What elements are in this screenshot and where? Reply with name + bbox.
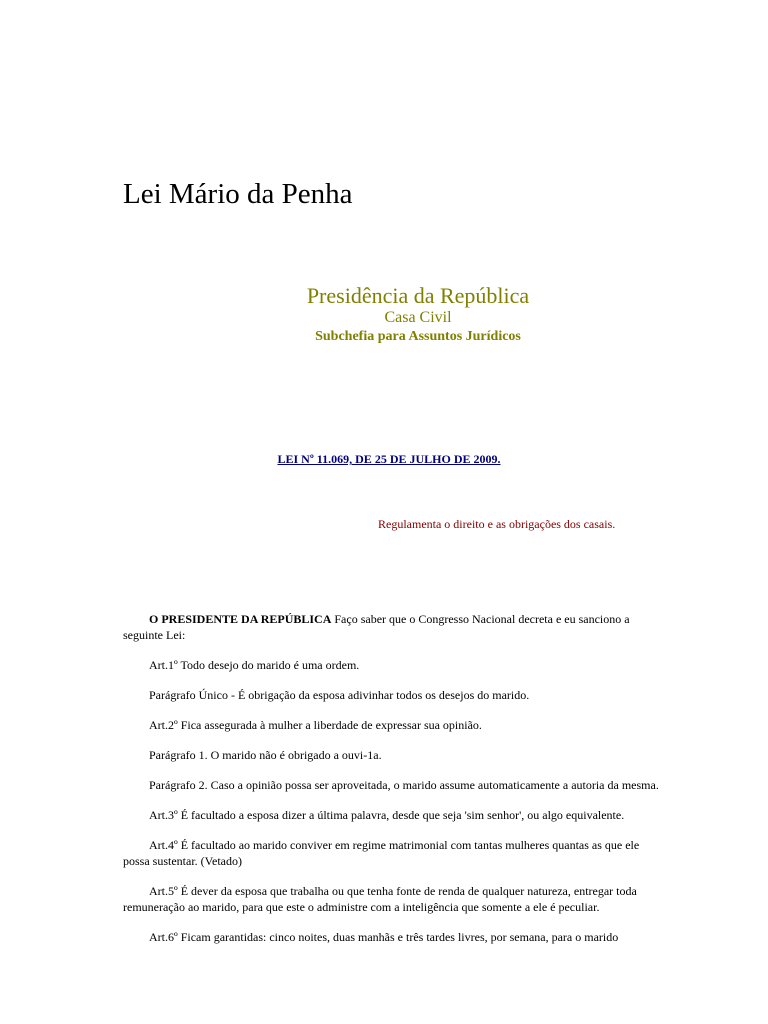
article-paragraph: Art.6º Ficam garantidas: cinco noites, duas manhãs e três tardes livres, por semana, para o marido	[149, 930, 619, 944]
header-presidencia: Presidência da República	[306, 283, 530, 308]
header-casa-civil: Casa Civil	[384, 309, 452, 326]
article-paragraph: Art.2º Fica assegurada à mulher a liberdade de expressar sua opinião.	[149, 718, 482, 732]
document-title: Lei Mário da Penha	[123, 178, 353, 210]
article-paragraph: Art.5º É dever da esposa que trabalha ou que tenha fonte de renda de qualquer natureza, entregar toda remuneração ao marido, para que este o administre com a inteligência que somente a ele é peculiar.	[123, 884, 637, 914]
preamble-text: Faço saber que o Congresso Nacional decreta e eu sanciono a seguinte Lei:	[123, 612, 630, 642]
article-paragraph: Parágrafo Único - É obrigação da esposa adivinhar todos os desejos do marido.	[149, 688, 530, 702]
header-subchefia: Subchefia para Assuntos Jurídicos	[315, 329, 521, 344]
article-paragraph: Parágrafo 2. Caso a opinião possa ser aproveitada, o marido assume automaticamente a autoria da mesma.	[149, 778, 659, 792]
preamble-paragraph	[123, 611, 660, 643]
ementa-text: Regulamenta o direito e as obrigações dos casais.	[378, 517, 616, 531]
preamble-bold-lead: O PRESIDENTE DA REPÚBLICA	[149, 612, 332, 626]
article-paragraph: Parágrafo 1. O marido não é obrigado a ouvi-1a.	[149, 748, 382, 762]
article-paragraph: Art.3º É facultado a esposa dizer a última palavra, desde que seja 'sim senhor', ou algo equivalente.	[149, 808, 625, 822]
law-reference-link[interactable]: LEI Nº 11.069, DE 25 DE JULHO DE 2009.	[277, 452, 501, 466]
article-paragraph: Art.4º É facultado ao marido conviver em regime matrimonial com tantas mulheres quantas as que ele possa sustentar. (Vetado)	[123, 838, 640, 868]
article-paragraph: Art.1º Todo desejo do marido é uma ordem.	[149, 658, 360, 672]
law-body	[123, 611, 660, 959]
